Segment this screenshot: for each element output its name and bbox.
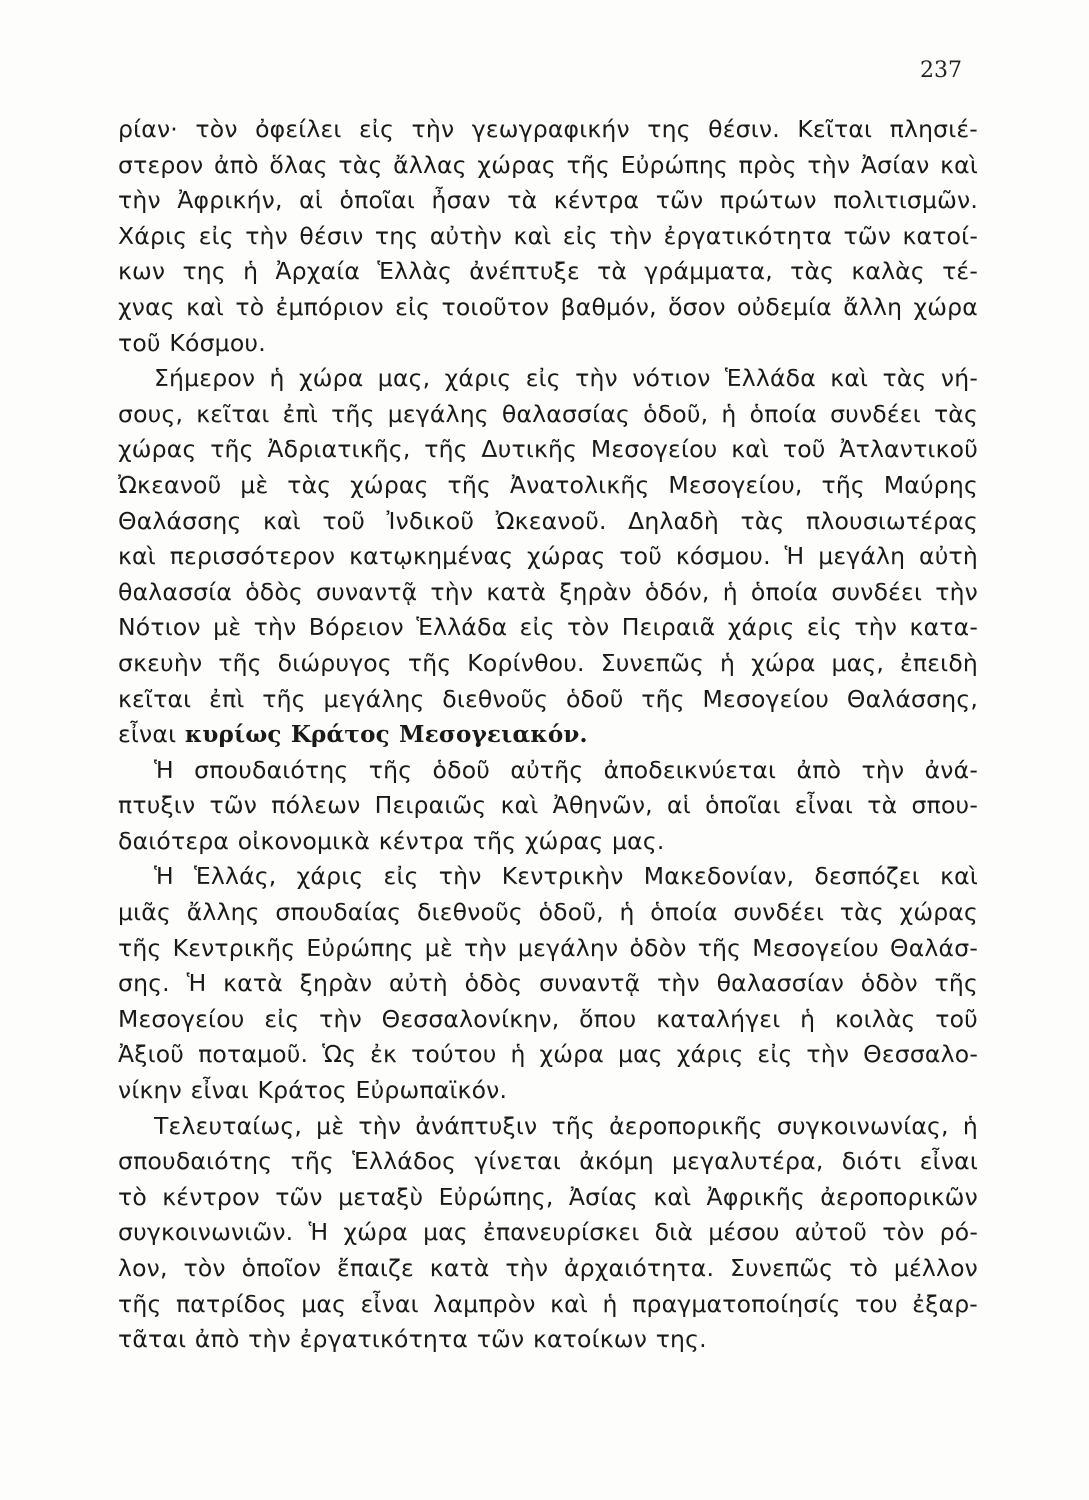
text-line-content: τῆς πατρίδος μας εἶναι λαμπρὸν καὶ ἡ πραγματοποίησίς του ἐξαρ- <box>118 1289 978 1318</box>
text-line-content: χνας καὶ τὸ ἐμπόριον εἰς τοιοῦτον βαθμόν, ὅσον οὐδεμία ἄλλη χώρα <box>118 292 978 321</box>
text-line <box>118 859 978 895</box>
text-line <box>118 1180 978 1216</box>
text-line <box>118 1073 978 1109</box>
bold-emphasis: κυρίως Κράτος Μεσογειακόν. <box>184 721 588 749</box>
text-line-content: τὴν Ἀφρικήν, αἱ ὁποῖαι ἦσαν τὰ κέντρα τῶν πρώτων πολιτισμῶν. <box>118 186 978 215</box>
text-line <box>118 1215 978 1251</box>
text-line <box>118 646 978 682</box>
text-line-content: χώρας τῆς Ἀδριατικῆς, τῆς Δυτικῆς Μεσογείου καὶ τοῦ Ἀτλαντικοῦ <box>118 435 978 464</box>
text-line-content: σπουδαιότης τῆς Ἑλλάδος γίνεται ἀκόμη μεγαλυτέρα, διότι εἶναι <box>118 1147 978 1176</box>
text-line <box>118 1322 978 1358</box>
text-line-content: δαιότερα οἰκονομικὰ κέντρα τῆς χώρας μας. <box>118 826 665 855</box>
text-line <box>118 254 978 290</box>
text-line-content: μιᾶς ἄλλης σπουδαίας διεθνοῦς ὁδοῦ, ἡ ὁποία συνδέει τὰς χώρας <box>118 898 978 927</box>
text-line-content: τῆς Κεντρικῆς Εὐρώπης μὲ τὴν μεγάλην ὁδὸν τῆς Μεσογείου Θαλάσ- <box>118 933 978 962</box>
text-line-content: Χάρις εἰς τὴν θέσιν της αὐτὴν καὶ εἰς τὴν ἐργατικότητα τῶν κατοί- <box>118 221 978 250</box>
text-line-content: σους, κεῖται ἐπὶ τῆς μεγάλης θαλασσίας ὁδοῦ, ἡ ὁποία συνδέει τὰς <box>118 399 978 428</box>
text-line <box>118 1002 978 1038</box>
text-line-content: σης. Ἡ κατὰ ξηρὰν αὐτὴ ὁδὸς συναντᾷ τὴν θαλασσίαν ὁδὸν τῆς <box>118 969 978 998</box>
text-line-content: κεῖται ἐπὶ τῆς μεγάλης διεθνοῦς ὁδοῦ τῆς Μεσογείου Θαλάσσης, <box>118 684 978 713</box>
text-line <box>118 326 978 362</box>
text-line <box>118 824 978 860</box>
text-line <box>118 1037 978 1073</box>
text-line <box>118 290 978 326</box>
text-line <box>118 1251 978 1287</box>
text-line <box>118 432 978 468</box>
text-line <box>118 148 978 184</box>
text-line-content: Ἀξιοῦ ποταμοῦ. Ὡς ἐκ τούτου ἡ χώρα μας χάρις εἰς τὴν Θεσσαλο- <box>118 1040 978 1069</box>
text-line <box>118 895 978 931</box>
text-line <box>118 539 978 575</box>
text-line <box>118 504 978 540</box>
text-line-content: θαλασσία ὁδὸς συναντᾷ τὴν κατὰ ξηρὰν ὁδόν, ἡ ὁποία συνδέει τὴν <box>118 577 978 606</box>
text-line <box>118 575 978 611</box>
text-line-content: λον, τὸν ὁποῖον ἔπαιζε κατὰ τὴν ἀρχαιότητα. Συνεπῶς τὸ μέλλον <box>118 1254 978 1282</box>
text-line-content: συγκοινωνιῶν. Ἡ χώρα μας ἐπανευρίσκει διὰ μέσου αὐτοῦ τὸν ρό- <box>118 1218 978 1247</box>
text-line-content: νίκην εἶναι Κράτος Εὐρωπαϊκόν. <box>118 1076 508 1105</box>
text-line-content: τᾶται ἀπὸ τὴν ἐργατικότητα τῶν κατοίκων της. <box>118 1325 707 1354</box>
text-line-content: Ὠκεανοῦ μὲ τὰς χώρας τῆς Ἀνατολικῆς Μεσογείου, τῆς Μαύρης <box>118 470 978 499</box>
text-line <box>118 682 978 718</box>
text-line <box>118 931 978 967</box>
text-line-content: εἶναι <box>118 720 185 749</box>
text-line <box>118 1109 978 1145</box>
text-line <box>118 1144 978 1180</box>
text-line <box>118 219 978 255</box>
text-line-content: στερον ἀπὸ ὅλας τὰς ἄλλας χώρας τῆς Εὐρώπης πρὸς τὴν Ἀσίαν καὶ <box>118 150 978 179</box>
text-line <box>118 183 978 219</box>
text-line-content: Ἡ σπουδαιότης τῆς ὁδοῦ αὐτῆς ἀποδεικνύεται ἀπὸ τὴν ἀνά- <box>154 755 978 784</box>
text-line <box>118 1287 978 1323</box>
text-line <box>118 966 978 1002</box>
body-text <box>118 112 978 1358</box>
text-line-content: σκευὴν τῆς διώρυγος τῆς Κορίνθου. Συνεπῶς ἡ χώρα μας, ἐπειδὴ <box>118 648 978 677</box>
text-line-content: κων της ἡ Ἀρχαία Ἑλλὰς ἀνέπτυξε τὰ γράμματα, τὰς καλὰς τέ- <box>118 257 978 286</box>
text-line <box>118 788 978 824</box>
text-line-content: Νότιον μὲ τὴν Βόρειον Ἑλλάδα εἰς τὸν Πειραιᾶ χάρις εἰς τὴν κατα- <box>118 613 978 642</box>
text-line-content: Μεσογείου εἰς τὴν Θεσσαλονίκην, ὅπου καταλήγει ἡ κοιλὰς τοῦ <box>118 1004 978 1033</box>
text-line-content: Σήμερον ἡ χώρα μας, χάρις εἰς τὴν νότιον Ἑλλάδα καὶ τὰς νή- <box>154 364 978 393</box>
text-line-content: ρίαν· τὸν ὀφείλει εἰς τὴν γεωγραφικήν της θέσιν. Κεῖται πλησιέ- <box>118 115 978 143</box>
text-line <box>118 717 978 753</box>
text-line-content: τὸ κέντρον τῶν μεταξὺ Εὐρώπης, Ἀσίας καὶ Ἀφρικῆς ἀεροπορικῶν <box>118 1182 978 1211</box>
text-line-content: Τελευταίως, μὲ τὴν ἀνάπτυξιν τῆς ἀεροπορικῆς συγκοινωνίας, ἡ <box>154 1111 978 1140</box>
text-line-content: Θαλάσσης καὶ τοῦ Ἰνδικοῦ Ὠκεανοῦ. Δηλαδὴ τὰς πλουσιωτέρας <box>118 506 978 535</box>
text-line <box>118 468 978 504</box>
text-line-content: τοῦ Κόσμου. <box>118 328 266 357</box>
text-line <box>118 610 978 646</box>
text-line <box>118 112 978 148</box>
text-line <box>118 361 978 397</box>
text-line <box>118 397 978 433</box>
text-line-content: καὶ περισσότερον κατῳκημένας χώρας τοῦ κόσμου. Ἡ μεγάλη αὐτὴ <box>118 542 978 571</box>
text-line-content: πτυξιν τῶν πόλεων Πειραιῶς καὶ Ἀθηνῶν, αἱ ὁποῖαι εἶναι τὰ σπου- <box>118 791 978 820</box>
text-line-content: Ἡ Ἑλλάς, χάρις εἰς τὴν Κεντρικὴν Μακεδονίαν, δεσπόζει καὶ <box>154 862 978 891</box>
page-number: 237 <box>920 58 962 83</box>
text-line <box>118 753 978 789</box>
